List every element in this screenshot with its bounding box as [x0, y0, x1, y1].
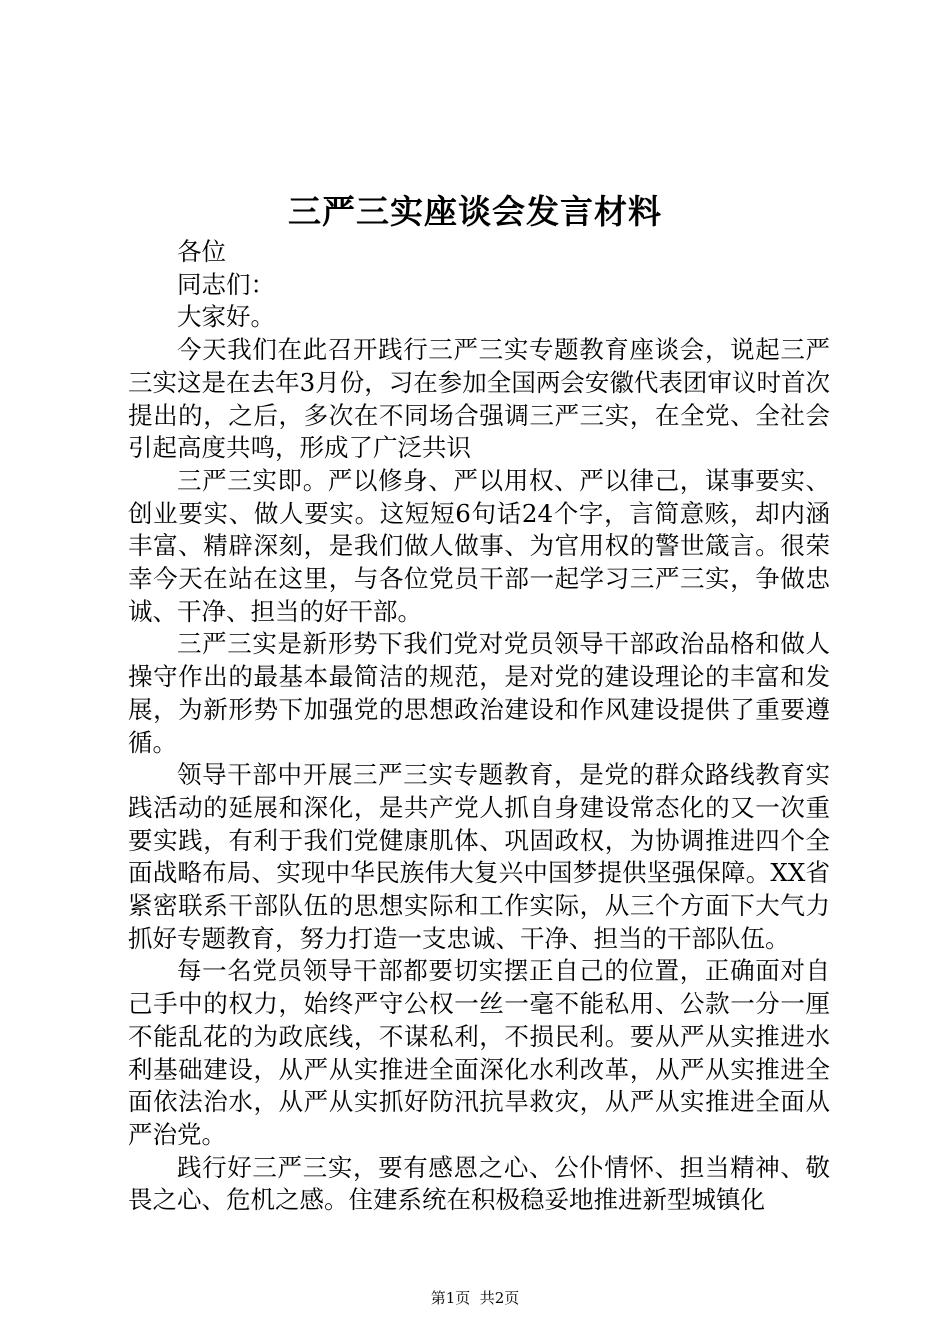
greeting-line: 大家好。 [177, 302, 275, 332]
body-paragraph: 三严三实即。严以修身、严以用权、严以律己，谋事要实、创业要实、做人要实。这短短6句话24个字，言简意赅，却内涵丰富、精辟深刻，是我们做人做事、为官用权的警世箴言。很荣幸今天在站在这里，与各位党员干部一起学习三严三实，争做忠诚、干净、担当的好干部。 [128, 465, 830, 626]
document-title: 三严三实座谈会发言材料 [288, 192, 662, 231]
body-paragraph: 今天我们在此召开践行三严三实专题教育座谈会，说起三严三实这是在去年3月份，习在参加全国两会安徽代表团审议时首次提出的，之后，多次在不同场合强调三严三实，在全党、全社会引起高度共鸣，形成了广泛共识 [128, 335, 830, 463]
body-paragraph: 每一名党员领导干部都要切实摆正自己的位置，正确面对自己手中的权力，始终严守公权一丝一毫不能私用、公款一分一厘不能乱花的为政底线，不谋私利，不损民利。要从严从实推进水利基础建设，从严从实推进全面深化水利改革，从严从实推进全面依法治水，从严从实抓好防汛抗旱救灾，从严从实推进全面从严治党。 [128, 956, 830, 1149]
page-number-label: 第1页 共2页 [430, 1289, 520, 1307]
salutation-line-1: 各位 [177, 237, 226, 266]
body-paragraph: 三严三实是新形势下我们党对党员领导干部政治品格和做人操守作出的最基本最简洁的规范，是对党的建设理论的丰富和发展，为新形势下加强党的思想政治建设和作风建设提供了重要遵循。 [128, 629, 830, 757]
body-paragraph: 践行好三严三实，要有感恩之心、公仆情怀、担当精神、敬畏之心、危机之感。住建系统在积极稳妥地推进新型城镇化 [128, 1152, 830, 1215]
page-footer [0, 1287, 950, 1308]
body-paragraph: 领导干部中开展三严三实专题教育，是党的群众路线教育实践活动的延展和深化，是共产党人抓自身建设常态化的又一次重要实践，有利于我们党健康肌体、巩固政权，为协调推进四个全面战略布局、实现中华民族伟大复兴中国梦提供坚强保障。XX省紧密联系干部队伍的思想实际和工作实际，从三个方面下大气力抓好专题教育，努力打造一支忠诚、干净、担当的干部队伍。 [128, 760, 830, 953]
document-body [128, 236, 830, 1217]
salutation-line-2: 同志们： [177, 269, 275, 299]
